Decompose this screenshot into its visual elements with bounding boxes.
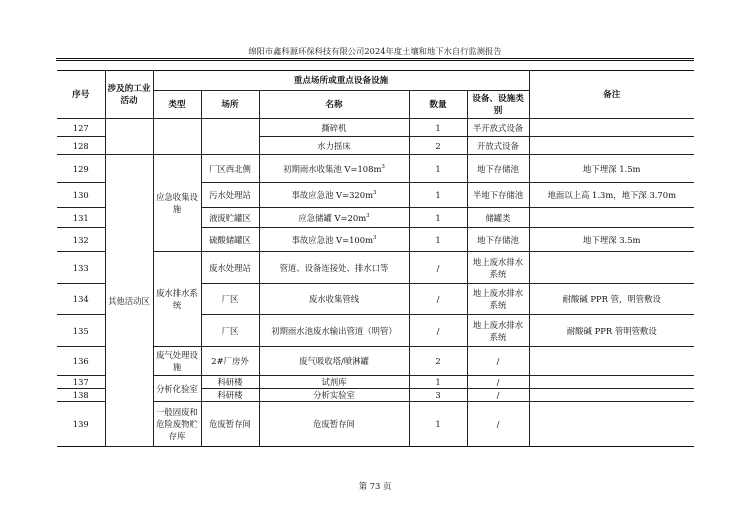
header-activity: 涉及的工业活动 — [105, 71, 153, 119]
cell-remark: 地下埋深 1.5m — [529, 155, 694, 183]
cell-remark — [529, 119, 694, 137]
cell-quantity: 2 — [409, 347, 467, 376]
cell-quantity: 1 — [409, 402, 467, 447]
cell-remark — [529, 347, 694, 376]
cell-name: 废气吸收塔/喷淋罐 — [259, 347, 409, 376]
cell-category: 地上废水排水系统 — [467, 284, 529, 315]
cell-index: 138 — [57, 389, 105, 402]
cell-type-waste-storage: 一般固废和危险废物贮存库 — [153, 402, 201, 447]
cell-name: 分析实验室 — [259, 389, 409, 402]
facility-table — [57, 70, 694, 447]
cell-index: 129 — [57, 155, 105, 183]
header-place: 场所 — [201, 91, 259, 119]
table-row — [57, 376, 694, 389]
cell-name: 事故应急池 $V=100m^3$ — [259, 228, 409, 252]
cell-index: 137 — [57, 376, 105, 389]
cell-remark: 耐酸碱 PPR 管，明管敷设 — [529, 284, 694, 315]
cell-remark — [529, 252, 694, 284]
cell-category: 地上废水排水系统 — [467, 252, 529, 284]
cell-quantity: / — [409, 252, 467, 284]
cell-place: 厂区 — [201, 315, 259, 347]
header-index: 序号 — [57, 71, 105, 119]
cell-place: 厂区 — [201, 284, 259, 315]
cell-type-emergency: 应急收集设施 — [153, 155, 201, 252]
cell-place: 危废暂存间 — [201, 402, 259, 447]
cell-index: 127 — [57, 119, 105, 137]
cell-index: 134 — [57, 284, 105, 315]
cell-remark — [529, 376, 694, 389]
cell-place: 液废贮罐区 — [201, 208, 259, 228]
table-row — [57, 252, 694, 284]
cell-quantity: / — [409, 315, 467, 347]
cell-index: 133 — [57, 252, 105, 284]
cell-remark — [529, 208, 694, 228]
cell-quantity: 3 — [409, 389, 467, 402]
cell-place: 2#厂房外 — [201, 347, 259, 376]
cell-remark: 耐酸碱 PPR 管明管敷设 — [529, 315, 694, 347]
cell-type-wastewater: 废水排水系统 — [153, 252, 201, 347]
cell-name: 危废暂存间 — [259, 402, 409, 447]
cell-type-blank — [153, 119, 201, 155]
cell-activity-other: 其他活动区 — [105, 155, 153, 447]
cell-name: 初期雨水收集池 $V=108m^3$ — [259, 155, 409, 183]
cell-name: 废水收集管线 — [259, 284, 409, 315]
cell-category: 地上废水排水系统 — [467, 315, 529, 347]
table-row — [57, 119, 694, 137]
cell-category: / — [467, 402, 529, 447]
page-number: 第 73 页 — [358, 481, 392, 491]
cell-name: 试剂库 — [259, 376, 409, 389]
cell-index: 136 — [57, 347, 105, 376]
cell-index: 132 — [57, 228, 105, 252]
page-header: 绵阳市鑫科源环保科技有限公司2024年度土壤和地下水自行监测报告 — [248, 46, 502, 56]
header-rule-thin — [56, 60, 694, 61]
cell-place: 厂区西北侧 — [201, 155, 259, 183]
cell-place: 科研楼 — [201, 389, 259, 402]
cell-place — [201, 119, 259, 155]
cell-category: 地下存储池 — [467, 155, 529, 183]
cell-type-lab: 分析化验室 — [153, 376, 201, 402]
cell-remark: 地下埋深 3.5m — [529, 228, 694, 252]
cell-name: 撕碎机 — [259, 119, 409, 137]
cell-index: 135 — [57, 315, 105, 347]
cell-quantity: 2 — [409, 137, 467, 155]
cell-remark: 地面以上高 1.3m，地下深 3.70m — [529, 183, 694, 208]
cell-quantity: 1 — [409, 155, 467, 183]
header-name: 名称 — [259, 91, 409, 119]
cell-category: / — [467, 376, 529, 389]
cell-place: 硫酸储罐区 — [201, 228, 259, 252]
cell-category: 半开放式设备 — [467, 119, 529, 137]
cell-place: 科研楼 — [201, 376, 259, 389]
cell-category: 开放式设备 — [467, 137, 529, 155]
header-type: 类型 — [153, 91, 201, 119]
cell-category: 储罐类 — [467, 208, 529, 228]
cell-remark — [529, 389, 694, 402]
cell-index: 139 — [57, 402, 105, 447]
cell-name: 应急储罐 $V=20m^3$ — [259, 208, 409, 228]
cell-index: 130 — [57, 183, 105, 208]
table-row — [57, 155, 694, 183]
cell-type-waste-gas: 废气处理设施 — [153, 347, 201, 376]
table-row — [57, 347, 694, 376]
cell-quantity: 1 — [409, 208, 467, 228]
cell-category: / — [467, 347, 529, 376]
cell-quantity: 1 — [409, 183, 467, 208]
header-facility-group: 重点场所或重点设备设施 — [153, 71, 529, 91]
header-category: 设备、设施类别 — [467, 91, 529, 119]
table-row — [57, 402, 694, 447]
cell-quantity: 1 — [409, 376, 467, 389]
cell-remark — [529, 137, 694, 155]
cell-name: 事故应急池 $V=320m^3$ — [259, 183, 409, 208]
cell-activity-blank — [105, 119, 153, 155]
header-quantity: 数量 — [409, 91, 467, 119]
cell-remark — [529, 402, 694, 447]
cell-name: 管道、设备连接处、排水口等 — [259, 252, 409, 284]
cell-name: 初期雨水池废水输出管道（明管） — [259, 315, 409, 347]
cell-category: / — [467, 389, 529, 402]
header-rule — [56, 58, 694, 59]
cell-index: 131 — [57, 208, 105, 228]
cell-category: 地下存储池 — [467, 228, 529, 252]
cell-place: 废水处理站 — [201, 252, 259, 284]
cell-name: 水力摇床 — [259, 137, 409, 155]
header-remark: 备注 — [529, 71, 694, 119]
cell-quantity: / — [409, 284, 467, 315]
cell-place: 污水处理站 — [201, 183, 259, 208]
cell-quantity: 1 — [409, 228, 467, 252]
cell-quantity: 1 — [409, 119, 467, 137]
cell-index: 128 — [57, 137, 105, 155]
cell-category: 半地下存储池 — [467, 183, 529, 208]
